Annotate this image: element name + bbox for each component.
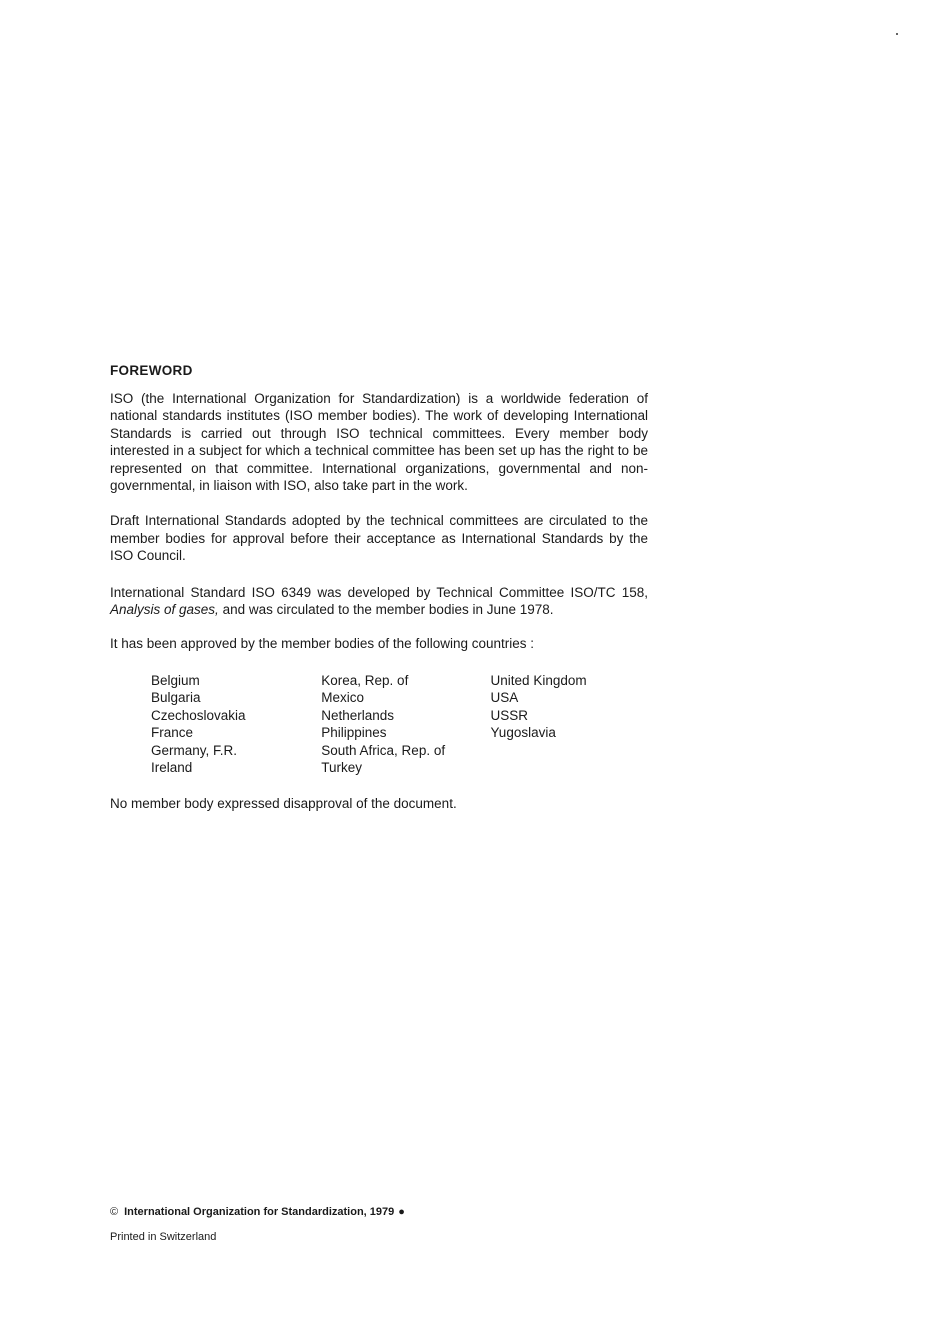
bullet-icon: ●: [398, 1206, 405, 1218]
country-item: Czechoslovakia: [151, 707, 246, 723]
p3-text-before: International Standard ISO 6349 was developed by Technical Committee ISO/TC 158,: [110, 584, 648, 600]
country-item: Germany, F.R.: [151, 742, 238, 758]
foreword-section: [110, 363, 648, 812]
country-item: Yugoslavia: [490, 725, 556, 741]
country-item: France: [151, 725, 194, 741]
copyright-text: International Organization for Standardization, 1979: [124, 1206, 395, 1218]
country-column-1: [151, 672, 321, 777]
country-list: [151, 672, 648, 777]
country-item: United Kingdom: [490, 672, 587, 688]
foreword-paragraph-4: It has been approved by the member bodies of the following countries :: [110, 636, 535, 652]
foreword-paragraph-3: [110, 584, 648, 619]
country-item: Korea, Rep. of: [321, 672, 409, 688]
foreword-paragraph-5: No member body expressed disapproval of the document.: [110, 795, 457, 811]
copyright-line: [110, 1206, 405, 1218]
country-column-3: [491, 672, 648, 777]
country-item: Netherlands: [321, 707, 395, 723]
country-item: Mexico: [321, 690, 365, 706]
country-item: USA: [490, 690, 519, 706]
country-item: Ireland: [151, 760, 193, 776]
country-item: Belgium: [151, 672, 200, 688]
page-footer: [110, 1206, 405, 1243]
foreword-paragraph-1: ISO (the International Organization for Standardization) is a worldwide federation of national standards institutes (ISO member bodies). The work of developing International Standards is carried out through ISO technical committees. Every member body interested in a subject for which a technical committee has been set up has the right to be represented on that committee. International organizations, governmental and non-governmental, in liaison with ISO, also take part in the work.: [110, 391, 648, 494]
country-item: Turkey: [321, 760, 363, 776]
country-column-2: [321, 672, 490, 777]
printed-in-text: Printed in Switzerland: [110, 1231, 217, 1243]
p3-text-after: and was circulated to the member bodies in June 1978.: [222, 602, 554, 618]
country-item: South Africa, Rep. of: [321, 742, 446, 758]
foreword-title: FOREWORD: [110, 363, 193, 378]
speck-mark: [896, 33, 898, 35]
committee-title: Analysis of gases,: [110, 602, 219, 618]
country-item: Bulgaria: [151, 690, 201, 706]
country-item: USSR: [490, 707, 529, 723]
foreword-paragraph-2: Draft International Standards adopted by the technical committees are circulated to the member bodies for approval before their acceptance as International Standards by the ISO Council.: [110, 513, 648, 564]
copyright-icon: ©: [110, 1206, 119, 1218]
country-item: Philippines: [321, 725, 387, 741]
